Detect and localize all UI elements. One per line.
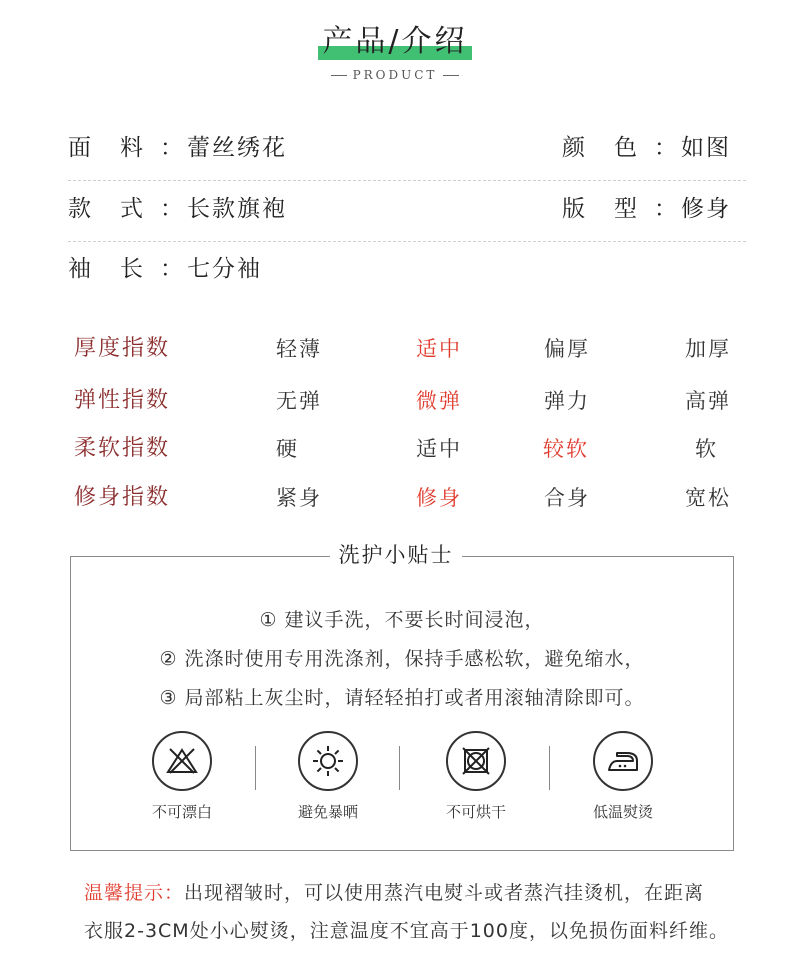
spec-colon: ：	[654, 135, 679, 161]
no-tumble-dry-icon	[446, 731, 506, 791]
spec-label-char: 版	[562, 196, 585, 222]
index-option-selected: 较软	[543, 437, 589, 461]
no-bleach-icon	[152, 731, 212, 791]
section-header	[0, 22, 790, 82]
care-line: ② 洗涤时使用专用洗涤剂，保持手感松软，避免缩水，	[159, 648, 645, 670]
icon-label: 不可烘干	[445, 803, 506, 821]
index-option: 加厚	[685, 337, 731, 361]
spec-colon: ：	[160, 135, 185, 161]
spec-label-char: 长	[120, 256, 143, 282]
icon-label: 避免暴晒	[297, 803, 358, 821]
index-option: 高弹	[685, 389, 731, 413]
spec-label-char: 颜	[562, 135, 585, 161]
icon-label: 不可漂白	[151, 803, 212, 821]
tip-line-1	[84, 873, 734, 913]
index-name: 弹性指数	[74, 388, 171, 413]
spec-color	[562, 120, 731, 176]
spec-value-fit: 修身	[681, 196, 731, 222]
tip-label: 温馨提示：	[84, 882, 185, 904]
index-option: 硬	[276, 437, 299, 461]
spec-label-char: 料	[120, 135, 143, 161]
care-line: ① 建议手洗，不要长时间浸泡，	[259, 609, 545, 631]
care-icon-low-iron	[563, 731, 683, 822]
icon-divider	[399, 746, 400, 790]
spec-value-fabric: 蕾丝绣花	[187, 135, 287, 161]
spec-fabric	[68, 120, 287, 176]
spec-value-sleeve: 七分袖	[187, 256, 262, 282]
spec-row-fabric	[68, 120, 746, 181]
spec-colon: ：	[160, 256, 185, 282]
index-option: 弹力	[544, 389, 590, 413]
index-row-elasticity	[74, 381, 754, 421]
sun-icon	[298, 731, 358, 791]
index-option: 合身	[544, 486, 590, 510]
tip-text-1: 出现褶皱时，可以使用蒸汽电熨斗或者蒸汽挂烫机，在距离	[184, 882, 705, 904]
spec-label-char: 型	[614, 196, 637, 222]
subtitle-text: PRODUCT	[352, 68, 438, 82]
index-option: 紧身	[276, 486, 322, 510]
icon-divider	[255, 746, 256, 790]
title-wrap	[322, 22, 467, 62]
index-option: 宽松	[685, 486, 731, 510]
spec-value-style: 长款旗袍	[187, 196, 287, 222]
icon-divider	[549, 746, 550, 790]
index-name: 柔软指数	[74, 436, 171, 461]
index-option: 轻薄	[276, 337, 322, 361]
care-icon-no-bleach	[122, 731, 242, 822]
subtitle-dash-right	[443, 75, 459, 76]
page-subtitle	[0, 68, 790, 82]
page-title: 产品/介绍	[322, 24, 468, 59]
spec-row-style	[68, 181, 746, 242]
spec-label-char: 袖	[68, 256, 91, 282]
iron-low-icon	[593, 731, 653, 791]
spec-value-color: 如图	[681, 135, 731, 161]
index-option: 适中	[416, 437, 462, 461]
spec-label-char: 面	[68, 135, 91, 161]
tip-line-2: 衣服2-3CM处小心熨烫，注意温度不宜高于100度，以免损伤面料纤维。	[84, 920, 729, 942]
spec-fit	[562, 181, 731, 237]
index-option: 无弹	[276, 389, 322, 413]
index-option-selected: 修身	[416, 486, 462, 510]
index-option-selected: 微弹	[416, 389, 462, 413]
spec-colon: ：	[654, 196, 679, 222]
icon-label: 低温熨烫	[592, 803, 653, 821]
care-title: 洗护小贴士	[330, 538, 462, 572]
care-icon-no-dry	[416, 731, 536, 822]
spec-row-sleeve	[68, 241, 746, 301]
index-row-fit	[74, 478, 754, 518]
spec-label-char: 款	[68, 196, 91, 222]
index-option-selected: 适中	[416, 337, 462, 361]
spec-style	[68, 181, 287, 237]
index-name: 厚度指数	[74, 336, 171, 361]
index-option: 软	[695, 437, 718, 461]
index-name: 修身指数	[74, 485, 171, 510]
care-line: ③ 局部粘上灰尘时，请轻轻拍打或者用滚轴清除即可。	[159, 687, 645, 709]
index-row-softness	[74, 429, 754, 469]
index-row-thickness	[74, 329, 754, 369]
subtitle-dash-left	[331, 75, 347, 76]
index-option: 偏厚	[544, 337, 590, 361]
care-icon-avoid-sun	[268, 731, 388, 822]
spec-label-char: 色	[614, 135, 637, 161]
spec-label-char: 式	[120, 196, 143, 222]
spec-sleeve	[68, 241, 262, 297]
spec-colon: ：	[160, 196, 185, 222]
